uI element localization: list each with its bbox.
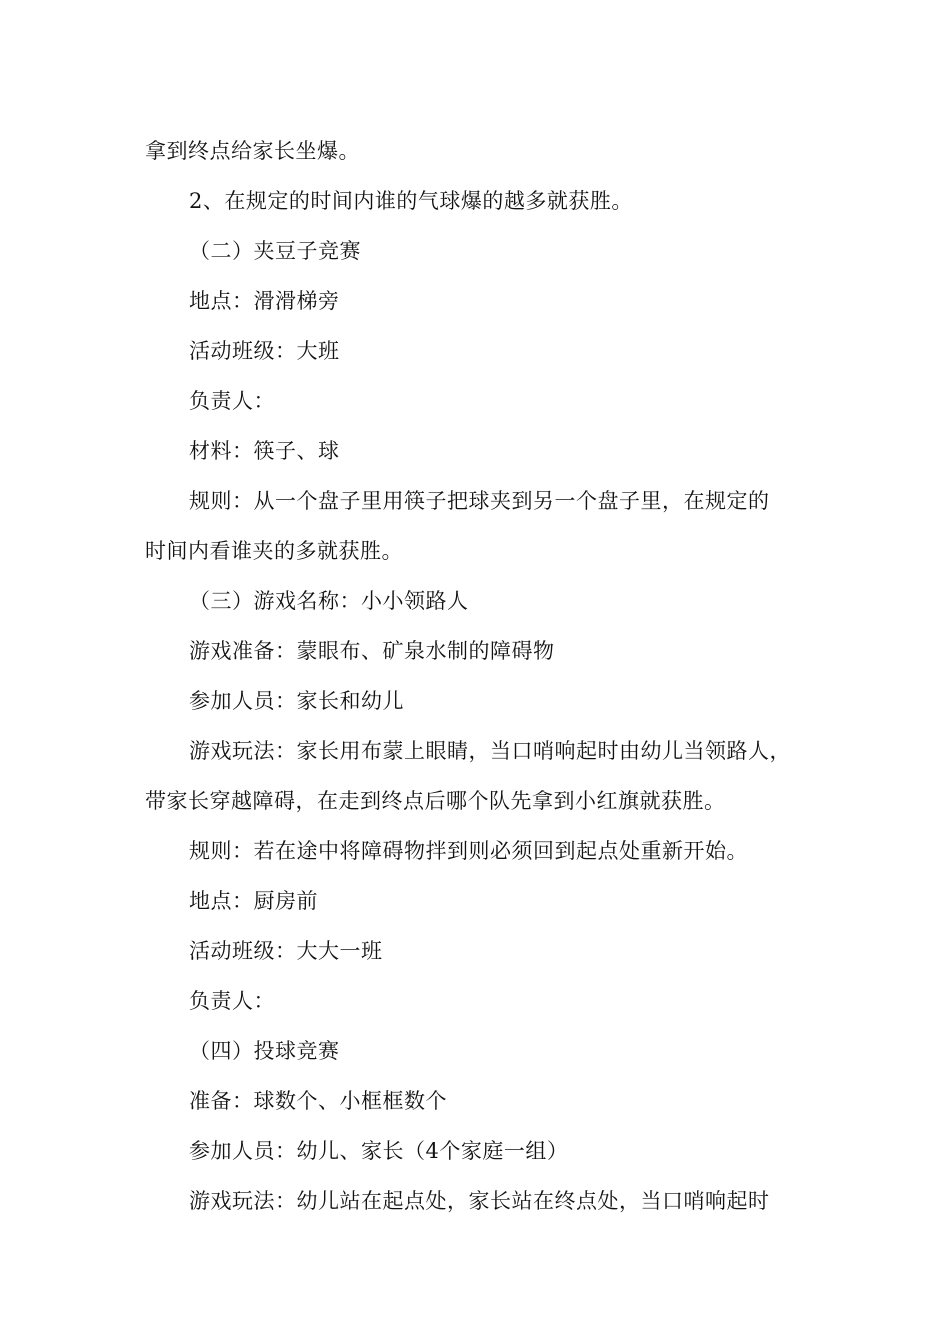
paragraph-line: 2、在规定的时间内谁的气球爆的越多就获胜。 (189, 189, 633, 213)
paragraph-line: 活动班级：大班 (189, 339, 340, 363)
paragraph-line: 材料：筷子、球 (189, 439, 340, 463)
section-heading: （三）游戏名称：小小领路人 (189, 589, 469, 613)
paragraph-line: 准备：球数个、小框框数个 (189, 1089, 447, 1113)
paragraph-line: 负责人： (189, 989, 275, 1013)
paragraph-line: 规则：若在途中将障碍物拌到则必须回到起点处重新开始。 (189, 839, 748, 863)
paragraph-line: 时间内看谁夹的多就获胜。 (145, 539, 403, 563)
paragraph-line: 规则：从一个盘子里用筷子把球夹到另一个盘子里，在规定的 (189, 489, 770, 513)
paragraph-line: 游戏玩法：家长用布蒙上眼睛，当口哨响起时由幼儿当领路人， (189, 739, 791, 763)
paragraph-line: 活动班级：大大一班 (189, 939, 383, 963)
paragraph-line: 拿到终点给家长坐爆。 (145, 139, 360, 163)
paragraph-line: 游戏玩法：幼儿站在起点处，家长站在终点处，当口哨响起时 (189, 1189, 770, 1213)
paragraph-line: 带家长穿越障碍，在走到终点后哪个队先拿到小红旗就获胜。 (145, 789, 726, 813)
section-heading: （二）夹豆子竞赛 (189, 239, 361, 263)
paragraph-line: 参加人员：家长和幼儿 (189, 689, 404, 713)
paragraph-line: 参加人员：幼儿、家长（4个家庭一组） (189, 1139, 569, 1163)
section-heading: （四）投球竞赛 (189, 1039, 340, 1063)
paragraph-line: 负责人： (189, 389, 275, 413)
paragraph-line: 游戏准备：蒙眼布、矿泉水制的障碍物 (189, 639, 555, 663)
paragraph-line: 地点：滑滑梯旁 (189, 289, 340, 313)
paragraph-line: 地点：厨房前 (189, 889, 318, 913)
